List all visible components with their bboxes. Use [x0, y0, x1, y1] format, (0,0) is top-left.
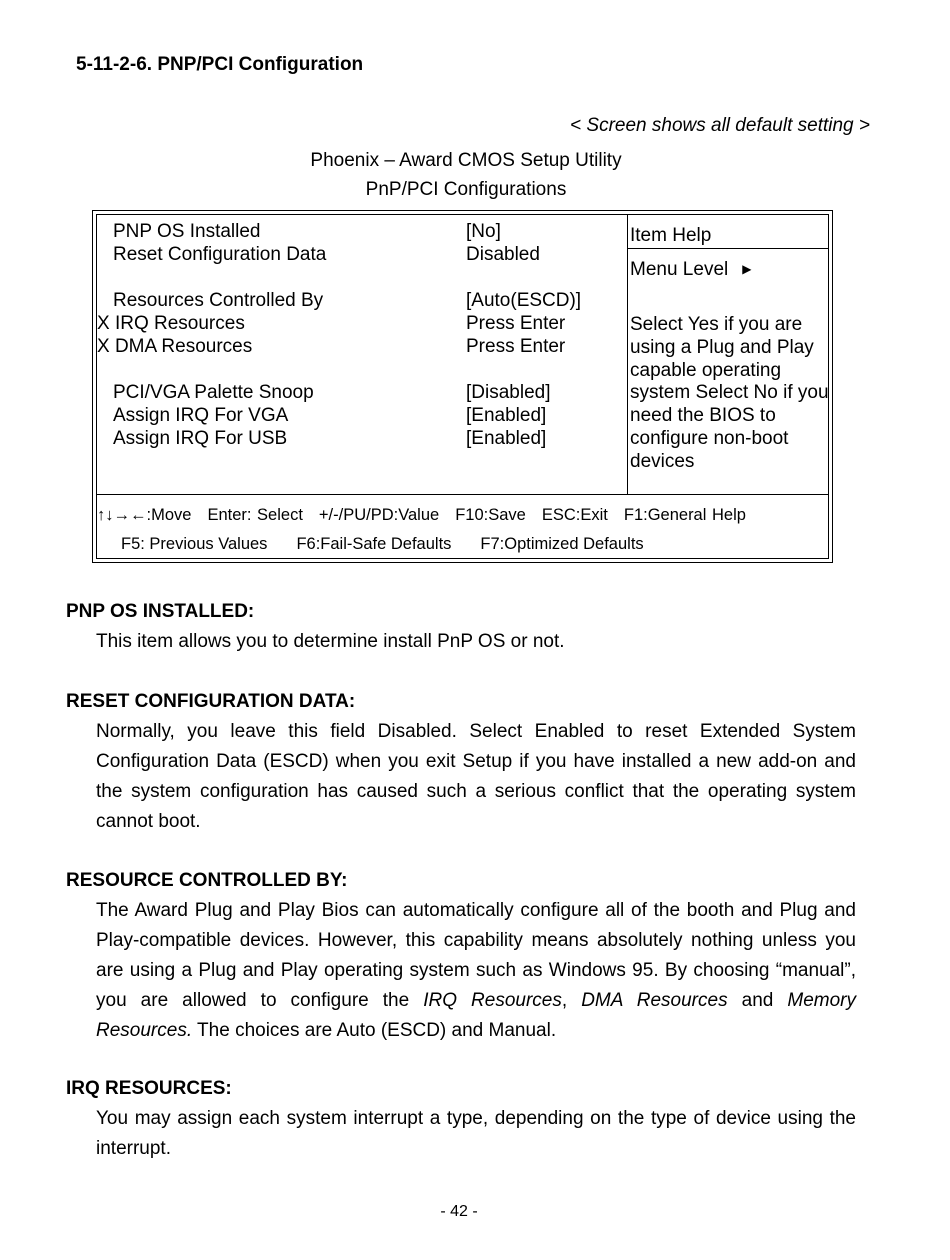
bios-screen	[96, 214, 829, 559]
key-previous-values: F5: Previous Values	[121, 535, 268, 553]
irq-resources-term: IRQ Resources	[423, 990, 562, 1011]
setting-value-reset-config[interactable]: Disabled	[466, 244, 540, 265]
setting-value-irq-vga[interactable]: [Enabled]	[466, 405, 547, 426]
resource-controlled-body	[96, 896, 856, 1046]
key-failsafe-defaults: F6:Fail-Safe Defaults	[296, 535, 452, 553]
reset-config-body: Normally, you leave this field Disabled. Select Enabled to reset Extended System Configuration Data (ESCD) when you exit Setup if you have installed a new add-on and the system configuration has caused such a serious conflict that the operating system cannot boot.	[96, 721, 856, 832]
setting-label-irq-usb[interactable]: Assign IRQ For USB	[113, 428, 288, 449]
resource-controlled-heading: RESOURCE CONTROLLED BY:	[66, 870, 348, 891]
setting-value-pnp-os[interactable]: [No]	[466, 221, 501, 242]
setting-label-dma-resources: X DMA Resources	[97, 336, 253, 357]
help-title-divider	[627, 248, 828, 249]
help-panel-divider	[627, 215, 628, 494]
key-legend-divider	[97, 494, 828, 495]
key-general-help: F1:General Help	[623, 506, 746, 524]
item-help-title: Item Help	[630, 225, 712, 246]
setting-value-irq-usb[interactable]: [Enabled]	[466, 428, 547, 449]
screen-note: < Screen shows all default setting >	[570, 115, 870, 136]
key-exit: ESC:Exit	[541, 506, 608, 524]
utility-subtitle: PnP/PCI Configurations	[365, 179, 567, 200]
key-move: ↑↓→←:Move	[97, 506, 192, 524]
setting-value-palette-snoop[interactable]: [Disabled]	[466, 382, 551, 403]
irq-resources-body: You may assign each system interrupt a type, depending on the type of device using the interrupt.	[96, 1108, 856, 1159]
key-optimized-defaults: F7:Optimized Defaults	[480, 535, 644, 553]
key-legend-row-1	[97, 506, 746, 525]
setting-label-pnp-os[interactable]: PNP OS Installed	[113, 221, 261, 242]
key-legend-row-2	[121, 535, 644, 554]
menu-level	[630, 259, 751, 281]
pnp-os-body: This item allows you to determine install PnP OS or not.	[96, 631, 565, 652]
key-save: F10:Save	[455, 506, 526, 524]
setting-value-dma-resources: Press Enter	[466, 336, 566, 357]
setting-label-palette-snoop[interactable]: PCI/VGA Palette Snoop	[113, 382, 314, 403]
memory-resources-term: Memory Resources.	[96, 990, 856, 1041]
setting-label-irq-resources: X IRQ Resources	[97, 313, 245, 334]
bios-screen-frame	[92, 210, 833, 563]
term-comma: ,	[561, 990, 568, 1011]
setting-label-resources-controlled[interactable]: Resources Controlled By	[113, 290, 324, 311]
setting-label-irq-vga[interactable]: Assign IRQ For VGA	[113, 405, 289, 426]
page-number: - 42 -	[440, 1203, 478, 1220]
setting-label-reset-config[interactable]: Reset Configuration Data	[113, 244, 327, 265]
and-word: and	[741, 990, 774, 1011]
key-value: +/-/PU/PD:Value	[318, 506, 440, 524]
setting-value-resources-controlled[interactable]: [Auto(ESCD)]	[466, 290, 582, 311]
menu-level-label: Menu Level	[630, 259, 729, 280]
help-text: Select Yes if you are using a Plug and Play capable operating system Select No if you need the BIOS to configure non-boot devices	[630, 314, 829, 472]
pnp-os-heading: PNP OS INSTALLED:	[66, 601, 255, 622]
irq-resources-heading: IRQ RESOURCES:	[66, 1078, 232, 1099]
resource-controlled-end: The choices are Auto (ESCD) and Manual.	[197, 1020, 557, 1041]
section-heading: 5-11-2-6. PNP/PCI Configuration	[76, 54, 364, 75]
resource-controlled-intro: The Award Plug and Play Bios can automatically configure all of the booth and Plug and Play-compatible devices. However, this capability means absolutely nothing unless you are using a Plug and Play operating system such as Windows 95. By choosing “manual”, you are allowed to configure the	[96, 900, 856, 1011]
right-triangle-icon: ▶	[742, 262, 752, 276]
utility-title: Phoenix – Award CMOS Setup Utility	[310, 150, 622, 171]
setting-value-irq-resources: Press Enter	[466, 313, 566, 334]
dma-resources-term: DMA Resources	[581, 990, 728, 1011]
reset-config-heading: RESET CONFIGURATION DATA:	[66, 691, 356, 712]
key-select: Enter: Select	[207, 506, 303, 524]
